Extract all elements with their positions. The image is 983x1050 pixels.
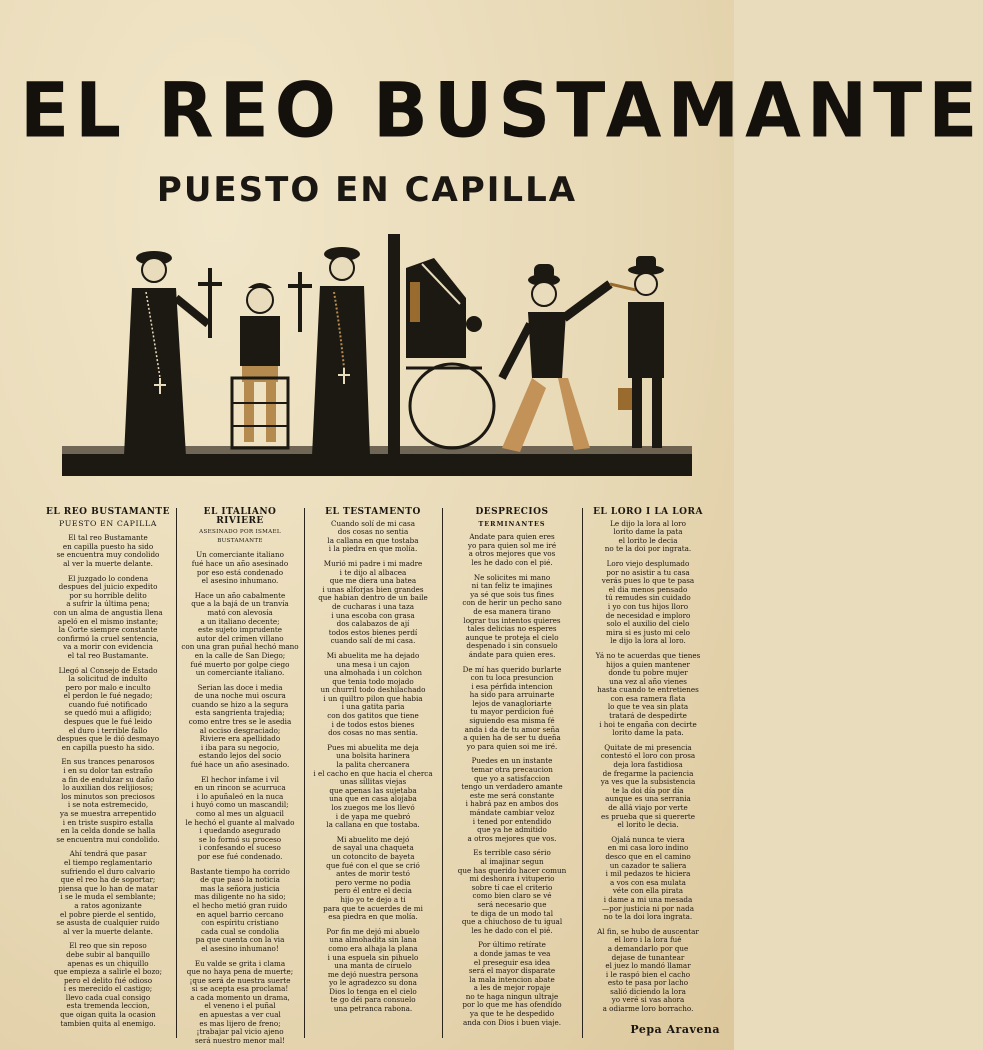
poem-stanza: El reo que sin reposo debe subir al banquillo apenas es un chiquillo que empieza a salirle el bozo; pero el delito fué odioso i es merecido el castigo; llevo cada cual consigo esta tremenda leccion, que oigan quita la ocasion tambien quita al enemigo. — [53, 941, 163, 1028]
poem-stanza: Andate para quien eres yo para quien sol me iré a otros mejores que vos les he dado con el pié. — [467, 532, 557, 567]
column-heading: EL LORO I LA LORA — [593, 507, 703, 517]
author-signature: Pepa Aravena — [630, 1023, 720, 1036]
poem-stanza: Al fin, se hubo de auscentar el loro i la lora fué a demandarlo por que dejase de tunantear el juez lo mandó llamar i le raspó bien el cacho esto te pasa por lacho salió diciendo la lora yo veré si vas ahora a odiarme loro borracho. — [597, 926, 699, 1014]
carriage-figure — [406, 258, 494, 448]
poem-stanza: Por fin me dejó mi abuelo una almohadita sin lana como era alhaja la plana i una espuela sin pihuelo una manta de ciruelo me dejó nuestra persona yo le agradezco su dona Dios lo tenga en el cielo te go déi para consuelo una petranca rabona. — [326, 926, 420, 1014]
woodcut-illustration — [62, 228, 692, 490]
poem-stanza: En sus trances penarosos i en su dolor tan estraño a fin de endulzar su daño lo auxilian dos relijiosos; los minutos son preciosos i se nota estremecido, ya se muestra arrepentido i en triste suspiro estalla en la celda donde se halla se encuentra mui condolido. — [56, 757, 160, 844]
poem-stanza: Es terrible caso sério al imajinar segun que has querido hacer comun mi deshonra i vituperio sobre tí cae el criterio como bien claro se vé será necesario que te diga de un modo tal que a chiuchoso de tu igual les he dado con el pié. — [457, 848, 567, 935]
poem-stanza: Serian las doce i media de una noche mui oscura cuando se hizo a la segura esta sangrienta trajedia; como entre tres se le asedia al occiso desgraciado; Riviere era apellidado i iba para su negocio, estando lejos del socio fué hace un año asesinado. — [188, 682, 292, 770]
poem-stanza: Bastante tiempo ha corrido de que pasó la noticia mas la señora justicia mas diligente no ha sido; el hecho metió gran ruido en aquel barrio cercano con espíritu cristiano cada cual se condolia pa que cuenta con la via el asesino inhumano! — [190, 866, 290, 953]
poem-stanza: Ojalá nunca te viera en mi casa loro indino desco que en el camino un cazador te saliera i mil pedazos te hiciera a vos con esa mulata véte con ella pirata i dame a mi una mesada —por justicia ni por nada no te la doi lora ingrata. — [601, 834, 695, 922]
column-testamento — [308, 502, 438, 1042]
poem-stanza: Hace un año cabalmente que a la bajá de un tranvía mató con alevosía a un italiano decente; este sujeto imprudente autor del crímen villano con una gran puñal hechó mano en la calle de San Diego; fué muerto por golpe ciego un comerciante italiano. — [181, 590, 299, 678]
poem-stanza: De mí has querido burlarte con tu loca presuncion i esa pérfida intencion ha sido para arruinarte lejos de vanagloriarte tu mayor perdicion fué siguiendo esa misma fé anda i da de tu amor seña a quien ha de ser tu dueña yo para quien soi me iré. — [462, 664, 562, 751]
victim-figure — [618, 256, 664, 448]
poem-stanza: Mi abuelita me ha dejado una mesa i un cajon una almohada i un colchon que tenia todo mojado un churril todo deshilachado i un quiltro pilon que habia i una gatita paria con dos gatitos que tiene i de todos estos bienes dos cosas no mas sentia. — [320, 650, 426, 738]
poem-stanza: Yá no te acuerdas que tienes hijos a quien mantener donde tu pobre mujer una vez al año vienes hasta cuando te entretienes con esa ramera flata lo que te vea sin plata tratará de despedirte i hoi te engaña con decirte lorito dame la pata. — [595, 650, 701, 738]
poem-stanza: Un comerciante italiano fué hace un año asesinado por eso está condenado el asesino inhumano. — [191, 550, 289, 586]
column-divider — [582, 508, 583, 1038]
poem-stanza: El tal reo Bustamante en capilla puesto ha sido se encuentra muy condolido al ver la muerte delante. — [56, 533, 160, 568]
poem-stanza: Eu valde se grita i clama que no haya pena de muerte; ¡que será de nuestra suerte si se acepta esa proclama! a cada momento un drama, el veneno i el puñal en apuestas a ver cual es mas lijero de freno; ¡trabajar pal vicio ajeno será nuestro menor mal! — [186, 958, 294, 1045]
poem-stanza: Llegó al Consejo de Estado la solicitud de indulto pero por malo e inculto el perdon le fué negado; cuando fué notificado se quedó mui a afligido; despues que le fué leido el duro i terrible fallo despues que le dió desmayo en capilla puesto ha sido. — [56, 665, 160, 752]
poem-stanza: El hechor infame i vil en un rincon se acurruca i lo apuñaleó en la nuca i huyó como un mascandil; como al mes un alguacil le hechó el guante al malvado i quedando asegurado se lo formó su proceso i confesando el suceso por ese fué condenado. — [185, 774, 295, 861]
column-heading: EL TESTAMENTO — [325, 507, 421, 517]
poem-stanza: Mi abuelito me dejó de sayal una chaqueta un cotoncito de bayeta que fué con el que se crió antes de morir testó pero verme no podia pero él entre el decia hijo yo te dejo a ti para que te acuerdes de mi esa piedra en que molía. — [323, 834, 423, 922]
column-heading: EL REO BUSTAMANTE — [45, 507, 170, 517]
column-heading: DESPRECIOS — [475, 507, 549, 517]
wooden-post — [388, 234, 400, 454]
poem-stanza: El juzgado lo condena despues del juicio expedito por su horrible delito a sufrir la última pena; con un alma de angustia llena apeló en el mismo instante; la Corte siempre constante confirmó la cruel sentencia, va a morir con evidencia el tal reo Bustamante. — [53, 573, 163, 660]
column-divider — [304, 508, 305, 1038]
page-subtitle: PUESTO EN CAPILLA — [156, 170, 578, 210]
poem-stanza: Puedes en un instante temar otra precaucion que yo a satisfaccion tengo un verdadero amante este me será constante i habrá paz en ambos dos mándate cambiar veloz i tened por entendido que ya he admitido a otros mejores que vos. — [461, 756, 563, 843]
condemned-man-figure — [232, 283, 288, 448]
woodcut-platform — [62, 454, 692, 476]
column-byline: ASESINADO POR ISMAEL BUSTAMANTE — [199, 529, 281, 544]
column-divider — [442, 508, 443, 1038]
priest-right-figure — [288, 247, 370, 456]
column-reo-bustamante — [44, 502, 172, 1042]
column-kicker: TERMINANTES — [478, 519, 546, 528]
poem-stanza: Loro viejo desplumado por no asistir a tu casa verás pues lo que te pasa el dia menos pensado tú remudes sin cuidado i yo con tus hijos lloro de necesidad e imploro solo el auxilio del cielo mira si es justo mi celo le dijo la lora al loro. — [601, 558, 695, 646]
attacker-figure — [502, 264, 636, 452]
poem-stanza: Por último retírate a donde jamas te vea el preseguir esa idea será el mayor disparate la mala intencion abate a les de mejor ropaje no te haga ningun ultraje por lo que me has ofendido ya que te he despedido anda con Dios i buen viaje. — [462, 940, 562, 1027]
poem-stanza: Le dijo la lora al loro lorito dame la pata el lorito le decia no te la doi por ingrata. — [604, 518, 692, 554]
poem-stanza: Cuando solí de mi casa dos cosas no sentia la callana en que tostaba i la piedra en que molía. — [327, 518, 419, 554]
poem-columns — [44, 502, 710, 1045]
poem-stanza: Ne solicites mi mano ni tan feliz te imajines ya sé que sois tus fines con de herir un pecho sano de esa manera tirano lograr tus intentos quieres tales delicias no esperes aunque te proteja el cielo despenado i sin consuelo ándate para quien eres. — [462, 572, 562, 659]
poem-stanza: Ahí tendrá que pasar el tiempo reglamentario sufriendo el duro calvario que el reo ha de soportar; piensa que lo han de matar i se le muda el semblante; a ratos agonizante el pobre pierde el sentido, se asusta de cualquier ruido al ver la muerte delante. — [56, 849, 160, 936]
poem-stanza: Murió mi padre i mi madre i te dijo al albacea que me diera una batea i unas alforjas bien grandes que habian dentro de un baile de cucharas i una taza i una escoba con grasa dos calabazos de ají todos estos bienes perdí cuando salí de mi casa. — [318, 558, 428, 646]
column-desprecios — [446, 502, 578, 1042]
poem-stanza: Pues mi abuelita me deja una bolsita harinera la palita chercanera i el cacho en que hacia el cherca unas sillitas viejas que apenas las sujetaba una que en casa alojaba los zuegos me los llevó i de yapa me quebró la callana en que tostaba. — [313, 742, 433, 830]
column-subheading: PUESTO EN CAPILLA — [59, 518, 157, 528]
column-heading: EL ITALIANO RIVIERE — [203, 507, 277, 526]
priest-left-figure — [124, 251, 222, 456]
poem-stanza: Quitate de mi presencia contestó el loro con prosa deja lora fastidiosa de fregarme la paciencia ya ves que la subsistencia te la doi día por día aunque es una serrania de allá viajo por verte es prueba que si quererte el lorito le decia. — [600, 742, 696, 830]
column-italiano-riviere — [180, 502, 300, 1045]
column-loro-lora — [586, 502, 710, 1042]
column-divider — [176, 508, 177, 1038]
page-title: EL REO BUSTAMANTE — [20, 65, 983, 155]
